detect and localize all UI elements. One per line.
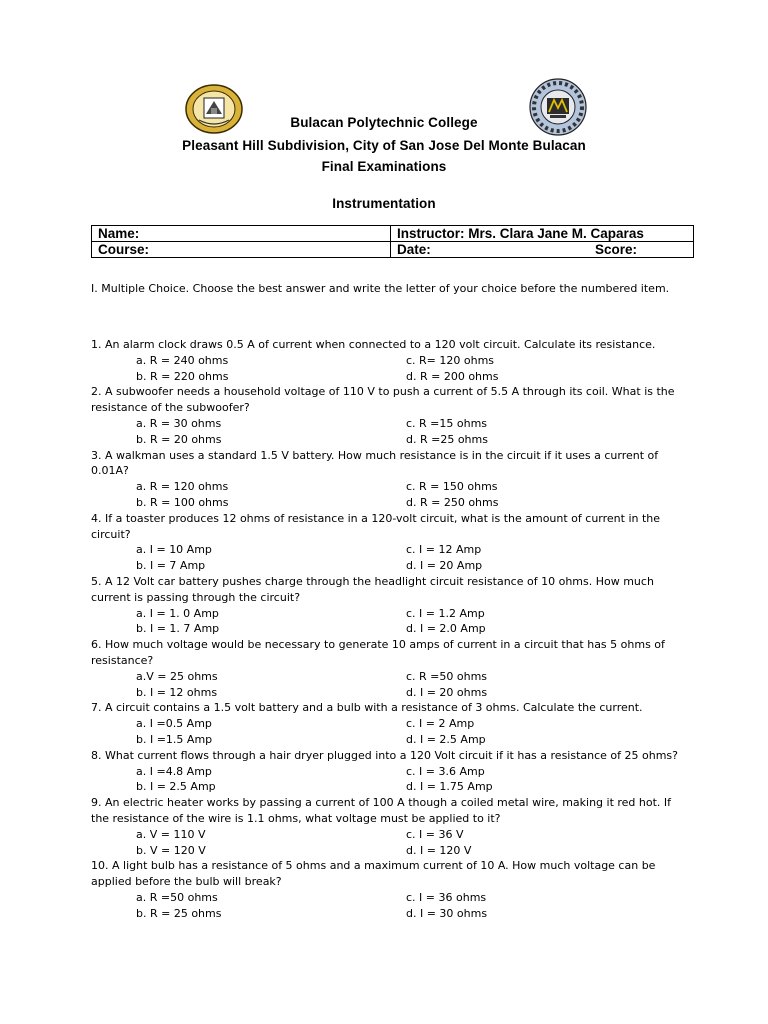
option-c[interactable]: c. I = 12 Amp [406, 543, 482, 557]
option-c[interactable]: c. I = 36 ohms [406, 890, 487, 904]
subject-title: Instrumentation [332, 196, 436, 211]
option-d[interactable]: d. I = 20 Amp [406, 559, 483, 573]
date-score-cell [391, 242, 694, 258]
course-field[interactable]: Course: [92, 242, 391, 258]
instructor-field: Instructor: Mrs. Clara Jane M. Caparas [391, 226, 694, 242]
question-text: 2. A subwoofer needs a household voltage of 110 V to push a current of 5.5 A through its coil. What is the resistance of the subwoofer? [91, 385, 675, 415]
question-item [91, 700, 691, 747]
option-b[interactable]: b. I = 1. 7 Amp [136, 622, 220, 636]
option-b[interactable]: b. R = 20 ohms [136, 432, 222, 446]
question-text: 3. A walkman uses a standard 1.5 V battery. How much resistance is in the circuit if it uses a current of 0.01A? [91, 448, 659, 478]
option-a[interactable]: a. I =0.5 Amp [136, 717, 212, 731]
question-item [91, 337, 691, 384]
question-text: 8. What current flows through a hair dryer plugged into a 120 Volt circuit if it has a resistance of 25 ohms? [91, 748, 679, 762]
college-address: Pleasant Hill Subdivision, City of San Jose Del Monte Bulacan [182, 138, 586, 153]
option-d[interactable]: d. I = 1.75 Amp [406, 780, 493, 794]
question-item [91, 448, 691, 511]
option-a[interactable]: a. R =50 ohms [136, 890, 218, 904]
question-text: 10. A light bulb has a resistance of 5 ohms and a maximum current of 10 A. How much voltage can be applied before the bulb will break? [91, 859, 656, 889]
question-text: 5. A 12 Volt car battery pushes charge through the headlight circuit resistance of 10 ohms. How much current is passing through the circuit? [91, 574, 654, 604]
question-item [91, 574, 691, 637]
option-c[interactable]: c. I = 1.2 Amp [406, 606, 485, 620]
option-a[interactable]: a. I =4.8 Amp [136, 764, 212, 778]
instructions: I. Multiple Choice. Choose the best answer and write the letter of your choice before the numbered item. [91, 282, 670, 295]
option-a[interactable]: a. V = 110 V [136, 827, 206, 841]
question-item [91, 795, 691, 858]
student-info-table [91, 225, 694, 258]
option-c[interactable]: c. I = 2 Amp [406, 717, 475, 731]
option-b[interactable]: b. I = 12 ohms [136, 685, 218, 699]
option-c[interactable]: c. R= 120 ohms [406, 353, 495, 367]
college-name: Bulacan Polytechnic College [290, 115, 478, 130]
option-d[interactable]: d. I = 120 V [406, 843, 472, 857]
score-field[interactable]: Score: [594, 242, 637, 257]
option-d[interactable]: d. R =25 ohms [406, 432, 488, 446]
question-list [91, 337, 691, 921]
option-d[interactable]: d. I = 2.0 Amp [406, 622, 486, 636]
date-field[interactable]: Date: [397, 242, 431, 257]
exam-title: Final Examinations [321, 159, 447, 174]
option-b[interactable]: b. I =1.5 Amp [136, 732, 213, 746]
question-text: 6. How much voltage would be necessary to generate 10 amps of current in a circuit that has 5 ohms of resistance? [91, 638, 665, 667]
option-a[interactable]: a.V = 25 ohms [136, 669, 218, 683]
option-c[interactable]: c. R = 150 ohms [406, 480, 498, 494]
question-item [91, 858, 691, 921]
option-d[interactable]: d. R = 200 ohms [406, 369, 499, 383]
question-item [91, 511, 691, 574]
option-b[interactable]: b. R = 100 ohms [136, 495, 229, 509]
option-b[interactable]: b. V = 120 V [136, 843, 206, 857]
question-item [91, 384, 691, 447]
question-text: 4. If a toaster produces 12 ohms of resistance in a 120-volt circuit, what is the amount of current in the circuit? [91, 511, 661, 541]
option-a[interactable]: a. R = 240 ohms [136, 353, 229, 367]
option-b[interactable]: b. I = 7 Amp [136, 559, 206, 573]
option-b[interactable]: b. R = 220 ohms [136, 369, 229, 383]
option-c[interactable]: c. R =50 ohms [406, 669, 488, 683]
option-d[interactable]: d. I = 2.5 Amp [406, 732, 486, 746]
option-a[interactable]: a. R = 30 ohms [136, 416, 222, 430]
option-b[interactable]: b. I = 2.5 Amp [136, 780, 216, 794]
option-c[interactable]: c. I = 3.6 Amp [406, 764, 485, 778]
question-text: 1. An alarm clock draws 0.5 A of current when connected to a 120 volt circuit. Calculate its resistance. [91, 338, 656, 351]
option-d[interactable]: d. I = 20 ohms [406, 685, 488, 699]
option-d[interactable]: d. I = 30 ohms [406, 906, 488, 920]
name-field[interactable]: Name: [92, 226, 391, 242]
question-item [91, 637, 691, 700]
option-a[interactable]: a. R = 120 ohms [136, 480, 229, 494]
option-d[interactable]: d. R = 250 ohms [406, 495, 499, 509]
option-c[interactable]: c. I = 36 V [406, 827, 464, 841]
option-b[interactable]: b. R = 25 ohms [136, 906, 222, 920]
option-a[interactable]: a. I = 10 Amp [136, 543, 212, 557]
option-a[interactable]: a. I = 1. 0 Amp [136, 606, 219, 620]
option-c[interactable]: c. R =15 ohms [406, 416, 488, 430]
question-text: 9. An electric heater works by passing a current of 100 A though a coiled metal wire, making it red hot. If the resistance of the wire is 1.1 ohms, what voltage must be applied to it? [91, 796, 672, 825]
question-text: 7. A circuit contains a 1.5 volt battery and a bulb with a resistance of 3 ohms. Calculate the current. [91, 701, 643, 715]
question-item [91, 748, 691, 795]
